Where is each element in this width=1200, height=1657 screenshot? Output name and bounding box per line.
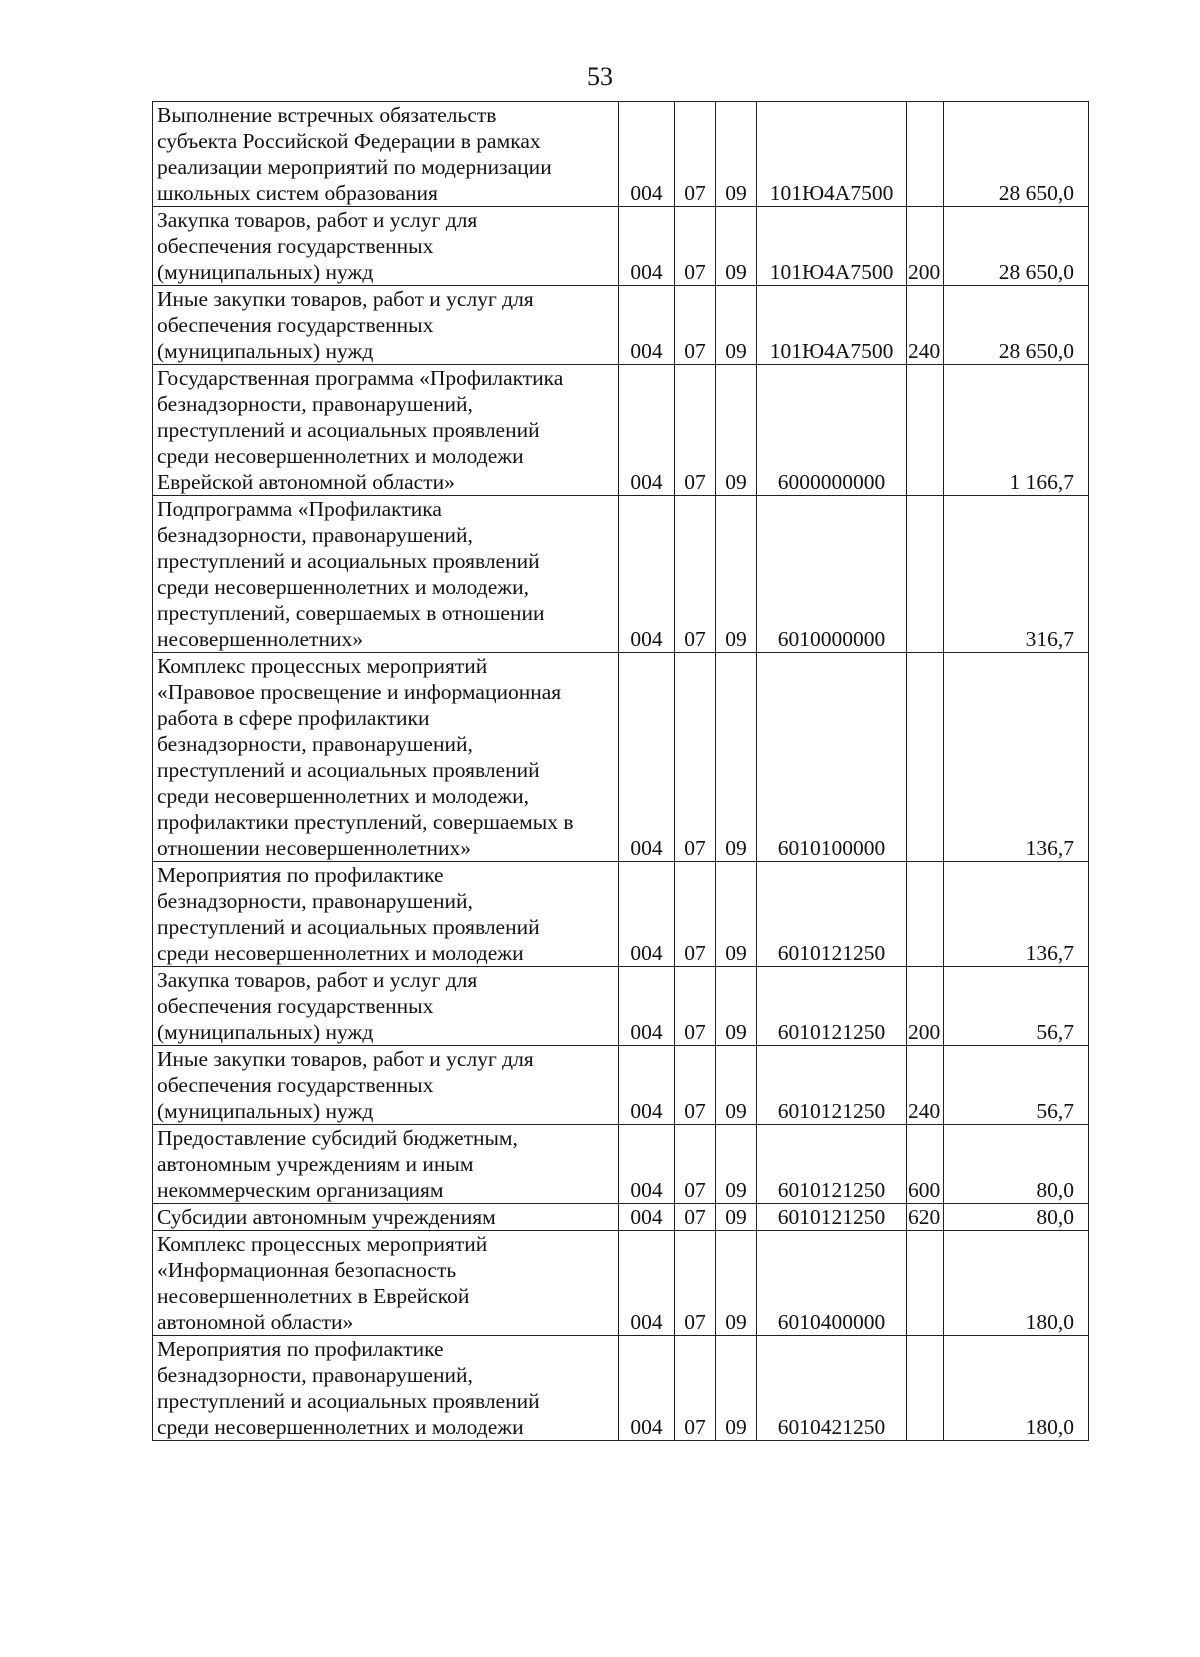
- item-name-line: обеспечения государственных: [157, 994, 434, 1018]
- table-row: [153, 496, 1089, 653]
- item-name-line: Комплекс процессных мероприятий: [157, 1232, 488, 1256]
- section-cell: 07: [675, 1204, 716, 1231]
- amount-cell: 136,7: [944, 862, 1089, 967]
- subsection-cell: 09: [716, 1204, 757, 1231]
- subsection-cell: 09: [716, 286, 757, 365]
- table-row: [153, 653, 1089, 862]
- item-name-line: среди несовершеннолетних и молодежи: [157, 444, 524, 468]
- subsection-cell: 09: [716, 496, 757, 653]
- expense-type-cell: 200: [907, 967, 944, 1046]
- table-row: [153, 1046, 1089, 1125]
- item-name-line: преступлений и асоциальных проявлений: [157, 418, 540, 442]
- section-cell: 07: [675, 862, 716, 967]
- item-name-line: профилактики преступлений, совершаемых в: [157, 810, 574, 834]
- item-name-cell: [153, 967, 619, 1046]
- item-name-line: «Правовое просвещение и информационная: [157, 680, 562, 704]
- table-row: [153, 1336, 1089, 1441]
- expense-type-cell: [907, 1336, 944, 1441]
- item-name-line: среди несовершеннолетних и молодежи,: [157, 784, 529, 808]
- target-article-cell: 6010121250: [757, 967, 907, 1046]
- target-article-cell: 6010121250: [757, 862, 907, 967]
- item-name-line: автономным учреждениям и иным: [157, 1152, 474, 1176]
- item-name-line: среди несовершеннолетних и молодежи: [157, 1415, 524, 1439]
- section-cell: 07: [675, 365, 716, 496]
- section-cell: 07: [675, 207, 716, 286]
- item-name-line: Еврейской автономной области»: [157, 470, 455, 494]
- ministry-code-cell: 004: [619, 1231, 675, 1336]
- item-name-line: преступлений, совершаемых в отношении: [157, 601, 545, 625]
- item-name-line: Субсидии автономным учреждениям: [157, 1205, 496, 1229]
- item-name-line: Мероприятия по профилактике: [157, 863, 444, 887]
- page-number: 53: [587, 62, 613, 91]
- amount-cell: 180,0: [944, 1231, 1089, 1336]
- item-name-cell: [153, 862, 619, 967]
- item-name-line: преступлений и асоциальных проявлений: [157, 549, 540, 573]
- target-article-cell: 101Ю4А7500: [757, 207, 907, 286]
- amount-cell: 80,0: [944, 1204, 1089, 1231]
- target-article-cell: 6010000000: [757, 496, 907, 653]
- amount-cell: 80,0: [944, 1125, 1089, 1204]
- item-name-line: несовершеннолетних»: [157, 627, 363, 651]
- item-name-cell: [153, 1336, 619, 1441]
- section-cell: 07: [675, 496, 716, 653]
- target-article-cell: 101Ю4А7500: [757, 102, 907, 207]
- item-name-line: реализации мероприятий по модернизации: [157, 155, 552, 179]
- expense-type-cell: [907, 653, 944, 862]
- item-name-line: преступлений и асоциальных проявлений: [157, 758, 540, 782]
- item-name-line: среди несовершеннолетних и молодежи,: [157, 575, 529, 599]
- table-body: [153, 102, 1089, 1441]
- section-cell: 07: [675, 102, 716, 207]
- item-name-line: (муниципальных) нужд: [157, 260, 374, 284]
- table-row: [153, 1204, 1089, 1231]
- ministry-code-cell: 004: [619, 1204, 675, 1231]
- item-name-line: школьных систем образования: [157, 181, 438, 205]
- item-name-cell: [153, 207, 619, 286]
- item-name-line: (муниципальных) нужд: [157, 1099, 374, 1123]
- item-name-cell: [153, 286, 619, 365]
- target-article-cell: 6010400000: [757, 1231, 907, 1336]
- section-cell: 07: [675, 1046, 716, 1125]
- subsection-cell: 09: [716, 102, 757, 207]
- ministry-code-cell: 004: [619, 496, 675, 653]
- section-cell: 07: [675, 967, 716, 1046]
- item-name-line: автономной области»: [157, 1310, 354, 1334]
- subsection-cell: 09: [716, 365, 757, 496]
- item-name-line: безнадзорности, правонарушений,: [157, 889, 473, 913]
- item-name-line: работа в сфере профилактики: [157, 706, 430, 730]
- amount-cell: 28 650,0: [944, 207, 1089, 286]
- expense-type-cell: 240: [907, 1046, 944, 1125]
- target-article-cell: 101Ю4А7500: [757, 286, 907, 365]
- item-name-cell: [153, 102, 619, 207]
- subsection-cell: 09: [716, 207, 757, 286]
- expense-type-cell: [907, 102, 944, 207]
- expense-type-cell: 200: [907, 207, 944, 286]
- target-article-cell: 6010100000: [757, 653, 907, 862]
- subsection-cell: 09: [716, 1336, 757, 1441]
- ministry-code-cell: 004: [619, 365, 675, 496]
- item-name-line: преступлений и асоциальных проявлений: [157, 1389, 540, 1413]
- section-cell: 07: [675, 1125, 716, 1204]
- item-name-cell: [153, 365, 619, 496]
- target-article-cell: 6010421250: [757, 1336, 907, 1441]
- item-name-line: безнадзорности, правонарушений,: [157, 392, 473, 416]
- table-row: [153, 207, 1089, 286]
- item-name-cell: [153, 1125, 619, 1204]
- subsection-cell: 09: [716, 653, 757, 862]
- section-cell: 07: [675, 1231, 716, 1336]
- item-name-line: Закупка товаров, работ и услуг для: [157, 968, 478, 992]
- item-name-line: отношении несовершеннолетних»: [157, 836, 472, 860]
- subsection-cell: 09: [716, 1125, 757, 1204]
- table-row: [153, 862, 1089, 967]
- item-name-line: Иные закупки товаров, работ и услуг для: [157, 1047, 534, 1071]
- amount-cell: 1 166,7: [944, 365, 1089, 496]
- item-name-cell: [153, 1231, 619, 1336]
- ministry-code-cell: 004: [619, 1046, 675, 1125]
- section-cell: 07: [675, 653, 716, 862]
- item-name-line: Выполнение встречных обязательств: [157, 103, 497, 127]
- amount-cell: 28 650,0: [944, 286, 1089, 365]
- table-row: [153, 1125, 1089, 1204]
- item-name-line: Иные закупки товаров, работ и услуг для: [157, 287, 534, 311]
- ministry-code-cell: 004: [619, 653, 675, 862]
- item-name-line: (муниципальных) нужд: [157, 1020, 374, 1044]
- item-name-line: обеспечения государственных: [157, 1073, 434, 1097]
- target-article-cell: 6000000000: [757, 365, 907, 496]
- item-name-line: Государственная программа «Профилактика: [157, 366, 564, 390]
- amount-cell: 316,7: [944, 496, 1089, 653]
- item-name-line: субъекта Российской Федерации в рамках: [157, 129, 541, 153]
- ministry-code-cell: 004: [619, 102, 675, 207]
- item-name-line: Мероприятия по профилактике: [157, 1337, 444, 1361]
- ministry-code-cell: 004: [619, 967, 675, 1046]
- target-article-cell: 6010121250: [757, 1125, 907, 1204]
- subsection-cell: 09: [716, 1046, 757, 1125]
- item-name-line: среди несовершеннолетних и молодежи: [157, 941, 524, 965]
- subsection-cell: 09: [716, 1231, 757, 1336]
- target-article-cell: 6010121250: [757, 1046, 907, 1125]
- ministry-code-cell: 004: [619, 1336, 675, 1441]
- section-cell: 07: [675, 1336, 716, 1441]
- item-name-cell: [153, 1046, 619, 1125]
- item-name-line: несовершеннолетних в Еврейской: [157, 1284, 470, 1308]
- table-row: [153, 286, 1089, 365]
- expense-type-cell: 240: [907, 286, 944, 365]
- amount-cell: 180,0: [944, 1336, 1089, 1441]
- item-name-line: «Информационная безопасность: [157, 1258, 457, 1282]
- item-name-line: безнадзорности, правонарушений,: [157, 732, 473, 756]
- subsection-cell: 09: [716, 967, 757, 1046]
- item-name-line: обеспечения государственных: [157, 234, 434, 258]
- amount-cell: 56,7: [944, 967, 1089, 1046]
- ministry-code-cell: 004: [619, 1125, 675, 1204]
- item-name-line: Предоставление субсидий бюджетным,: [157, 1126, 518, 1150]
- item-name-cell: [153, 496, 619, 653]
- item-name-line: обеспечения государственных: [157, 313, 434, 337]
- expense-type-cell: [907, 862, 944, 967]
- table-row: [153, 1231, 1089, 1336]
- amount-cell: 136,7: [944, 653, 1089, 862]
- item-name-line: некоммерческим организациям: [157, 1178, 444, 1202]
- item-name-line: безнадзорности, правонарушений,: [157, 1363, 473, 1387]
- table-row: [153, 967, 1089, 1046]
- table-row: [153, 102, 1089, 207]
- expense-type-cell: 600: [907, 1125, 944, 1204]
- item-name-line: (муниципальных) нужд: [157, 339, 374, 363]
- expense-type-cell: [907, 496, 944, 653]
- item-name-cell: [153, 1204, 619, 1231]
- item-name-line: Закупка товаров, работ и услуг для: [157, 208, 478, 232]
- item-name-line: безнадзорности, правонарушений,: [157, 523, 473, 547]
- amount-cell: 56,7: [944, 1046, 1089, 1125]
- item-name-cell: [153, 653, 619, 862]
- subsection-cell: 09: [716, 862, 757, 967]
- expense-type-cell: [907, 365, 944, 496]
- budget-table: [152, 101, 1089, 1441]
- expense-type-cell: 620: [907, 1204, 944, 1231]
- item-name-line: Комплекс процессных мероприятий: [157, 654, 488, 678]
- ministry-code-cell: 004: [619, 207, 675, 286]
- ministry-code-cell: 004: [619, 862, 675, 967]
- section-cell: 07: [675, 286, 716, 365]
- table-row: [153, 365, 1089, 496]
- ministry-code-cell: 004: [619, 286, 675, 365]
- expense-type-cell: [907, 1231, 944, 1336]
- amount-cell: 28 650,0: [944, 102, 1089, 207]
- item-name-line: Подпрограмма «Профилактика: [157, 497, 442, 521]
- target-article-cell: 6010121250: [757, 1204, 907, 1231]
- item-name-line: преступлений и асоциальных проявлений: [157, 915, 540, 939]
